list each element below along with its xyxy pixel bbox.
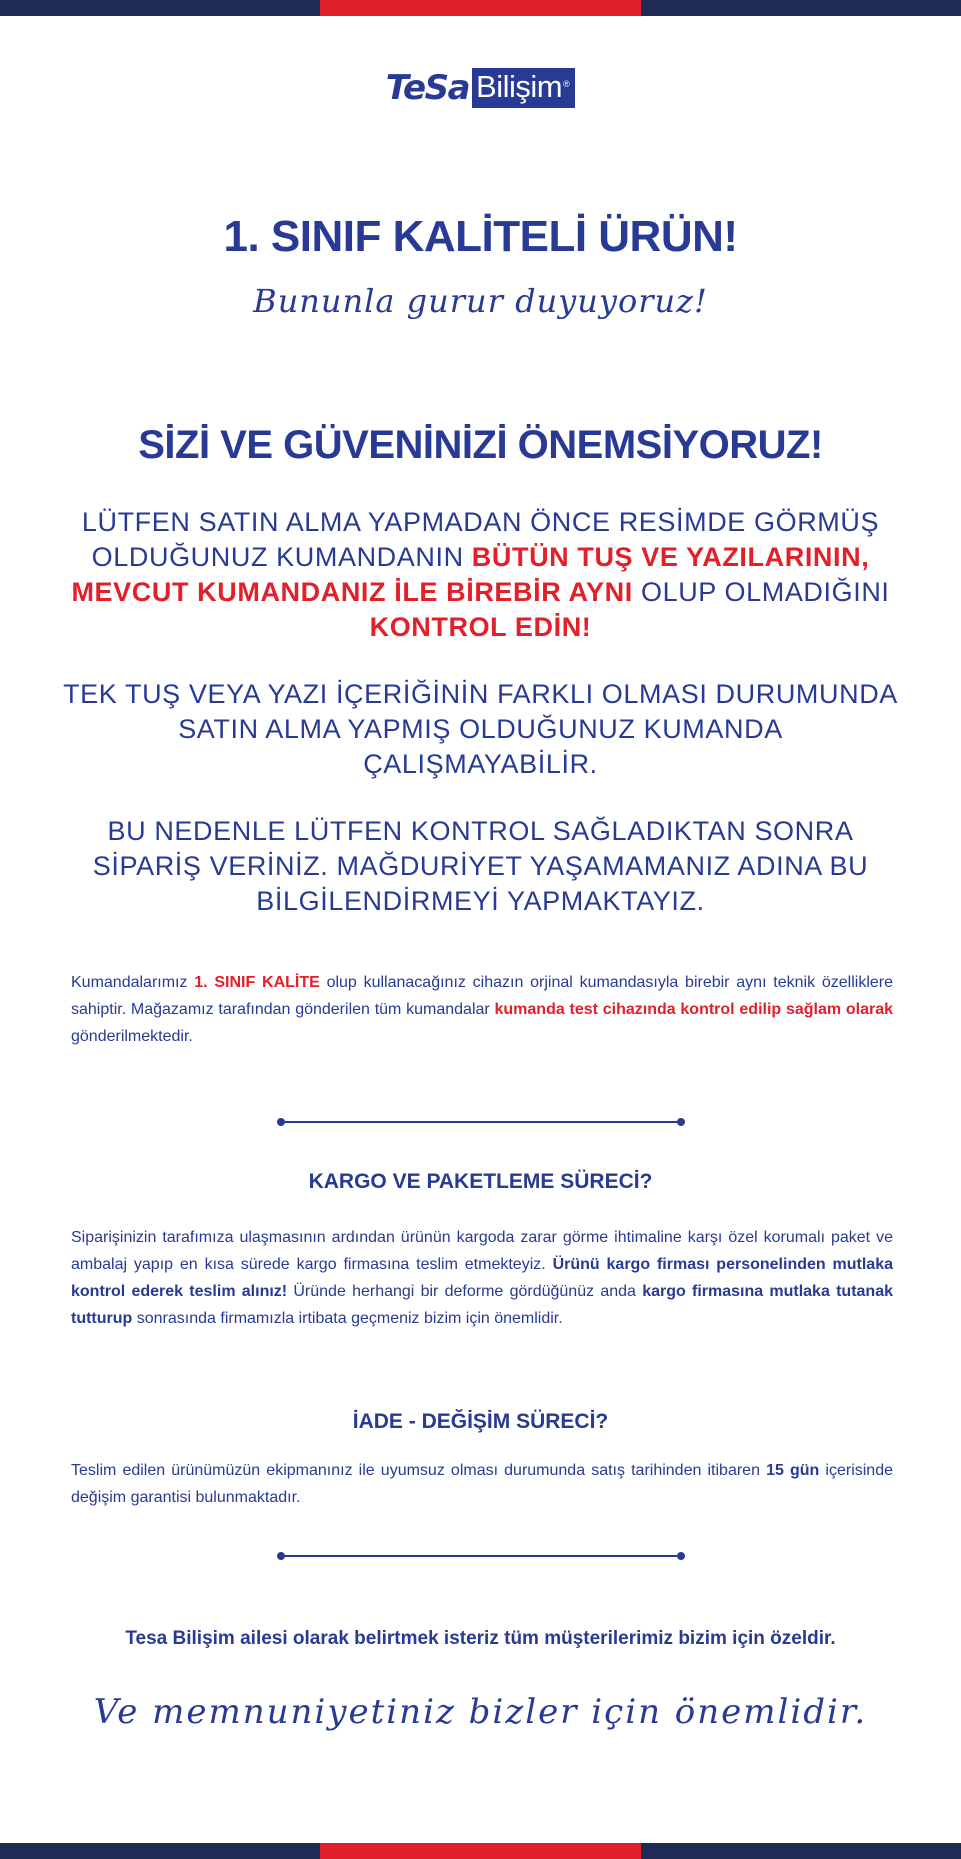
notice-paragraph-2: TEK TUŞ VEYA YAZI İÇERİĞİNİN FARKLI OLMASI DURUMUNDA SATIN ALMA YAPMIŞ OLDUĞUNUZ KUMANDA ÇALIŞMAYABİLİR.: [63, 679, 898, 779]
section-divider: [277, 1551, 685, 1561]
divider-dot-left: [277, 1118, 285, 1126]
stripe-navy-right: [641, 0, 961, 16]
shipping-bold-d: kargo firmasına mutlaka tutanak tutturup: [71, 1283, 893, 1327]
notice-paragraph-1: [60, 505, 901, 645]
quality-text-e: gönderilmektedir.: [71, 1028, 193, 1045]
tesa-bilisim-logo: [0, 68, 961, 108]
stripe-navy-right: [641, 1843, 961, 1859]
stripe-navy-left: [0, 1843, 320, 1859]
returns-bold-b: 15 gün: [766, 1462, 820, 1479]
stripe-navy-left: [0, 0, 320, 16]
notice1-text-c: OLUP OLMADIĞINI: [632, 577, 890, 607]
notice1-text-a: LÜTFEN SATIN ALMA YAPMADAN ÖNCE RESİMDE GÖRMÜŞ OLDUĞUNUZ KUMANDANIN: [81, 507, 880, 572]
quality-text-c: olup kullanacağınız cihazın orjinal kumandasıyla birebir aynı teknik özelliklere sahiptir. Mağazamız tarafından gönderilen tüm kumandalar: [71, 974, 893, 1018]
quality-highlight-d: kumanda test cihazında kontrol edilip sağlam olarak: [494, 1001, 893, 1018]
returns-title: İADE - DEĞİŞİM SÜRECİ?: [352, 1410, 609, 1433]
shipping-title: KARGO VE PAKETLEME SÜRECİ?: [308, 1170, 653, 1193]
logo-bilisim-label: Bilişim: [476, 69, 563, 104]
logo-text-tesa: TeSa: [385, 68, 470, 108]
logo-text-bilisim: [472, 68, 575, 108]
returns-paragraph: [71, 1457, 893, 1511]
divider-line: [280, 1555, 682, 1557]
signature-script: Ve memnuniyetiniz bizler için önemlidir.: [93, 1692, 868, 1732]
shipping-text-a: Siparişinizin tarafımıza ulaşmasının ardından ürünün kargoda zarar görme ihtimaline karşı özel korumalı paket ve ambalaj yapıp en kısa sürede kargo firmasına teslim etmekteyiz.: [71, 1229, 893, 1273]
section-divider: [277, 1117, 685, 1127]
quality-highlight-b: 1. SINIF KALİTE: [194, 974, 320, 991]
registered-mark: ®: [563, 79, 570, 89]
divider-dot-right: [677, 1118, 685, 1126]
stripe-red-center: [320, 1843, 641, 1859]
shipping-text-e: sonrasında firmamızla irtibata geçmeniz bizim için önemlidir.: [132, 1310, 563, 1327]
notice-paragraph-3: BU NEDENLE LÜTFEN KONTROL SAĞLADIKTAN SONRA SİPARİŞ VERİNİZ. MAĞDURİYET YAŞAMAMANIZ ADINA BU BİLGİLENDİRMEYİ YAPMAKTAYIZ.: [92, 816, 869, 916]
quality-text-a: Kumandalarımız: [71, 974, 195, 991]
bottom-stripe: [0, 1843, 961, 1859]
returns-text-a: Teslim edilen ürünümüzün ekipmanınız ile uyumsuz olması durumunda satış tarihinden itibaren: [71, 1462, 767, 1479]
stripe-red-center: [320, 0, 641, 16]
subheadline: SİZİ VE GÜVENİNİZİ ÖNEMSİYORUZ!: [138, 423, 823, 467]
quality-paragraph: [71, 969, 893, 1050]
top-stripe: [0, 0, 961, 16]
headline: 1. SINIF KALİTELİ ÜRÜN!: [223, 212, 738, 261]
divider-line: [280, 1121, 682, 1123]
shipping-text-c: Üründe herhangi bir deforme gördüğünüz anda: [287, 1283, 643, 1300]
returns-text-c: içerisinde değişim garantisi bulunmaktadır.: [71, 1462, 894, 1506]
notice1-highlight-b: BÜTÜN TUŞ VE YAZILARININ, MEVCUT KUMANDANIZ İLE BİREBİR AYNI: [71, 542, 870, 607]
closing-statement: Tesa Bilişim ailesi olarak belirtmek isteriz tüm müşterilerimiz bizim için özeldir.: [125, 1628, 836, 1649]
shipping-bold-b: Ürünü kargo firması personelinden mutlaka kontrol ederek teslim alınız!: [71, 1256, 893, 1300]
shipping-paragraph: [71, 1224, 893, 1332]
notice1-highlight-d: KONTROL EDİN!: [369, 612, 592, 642]
tagline-script: Bununla gurur duyuyoruz!: [253, 282, 708, 320]
divider-dot-left: [277, 1552, 285, 1560]
divider-dot-right: [677, 1552, 685, 1560]
